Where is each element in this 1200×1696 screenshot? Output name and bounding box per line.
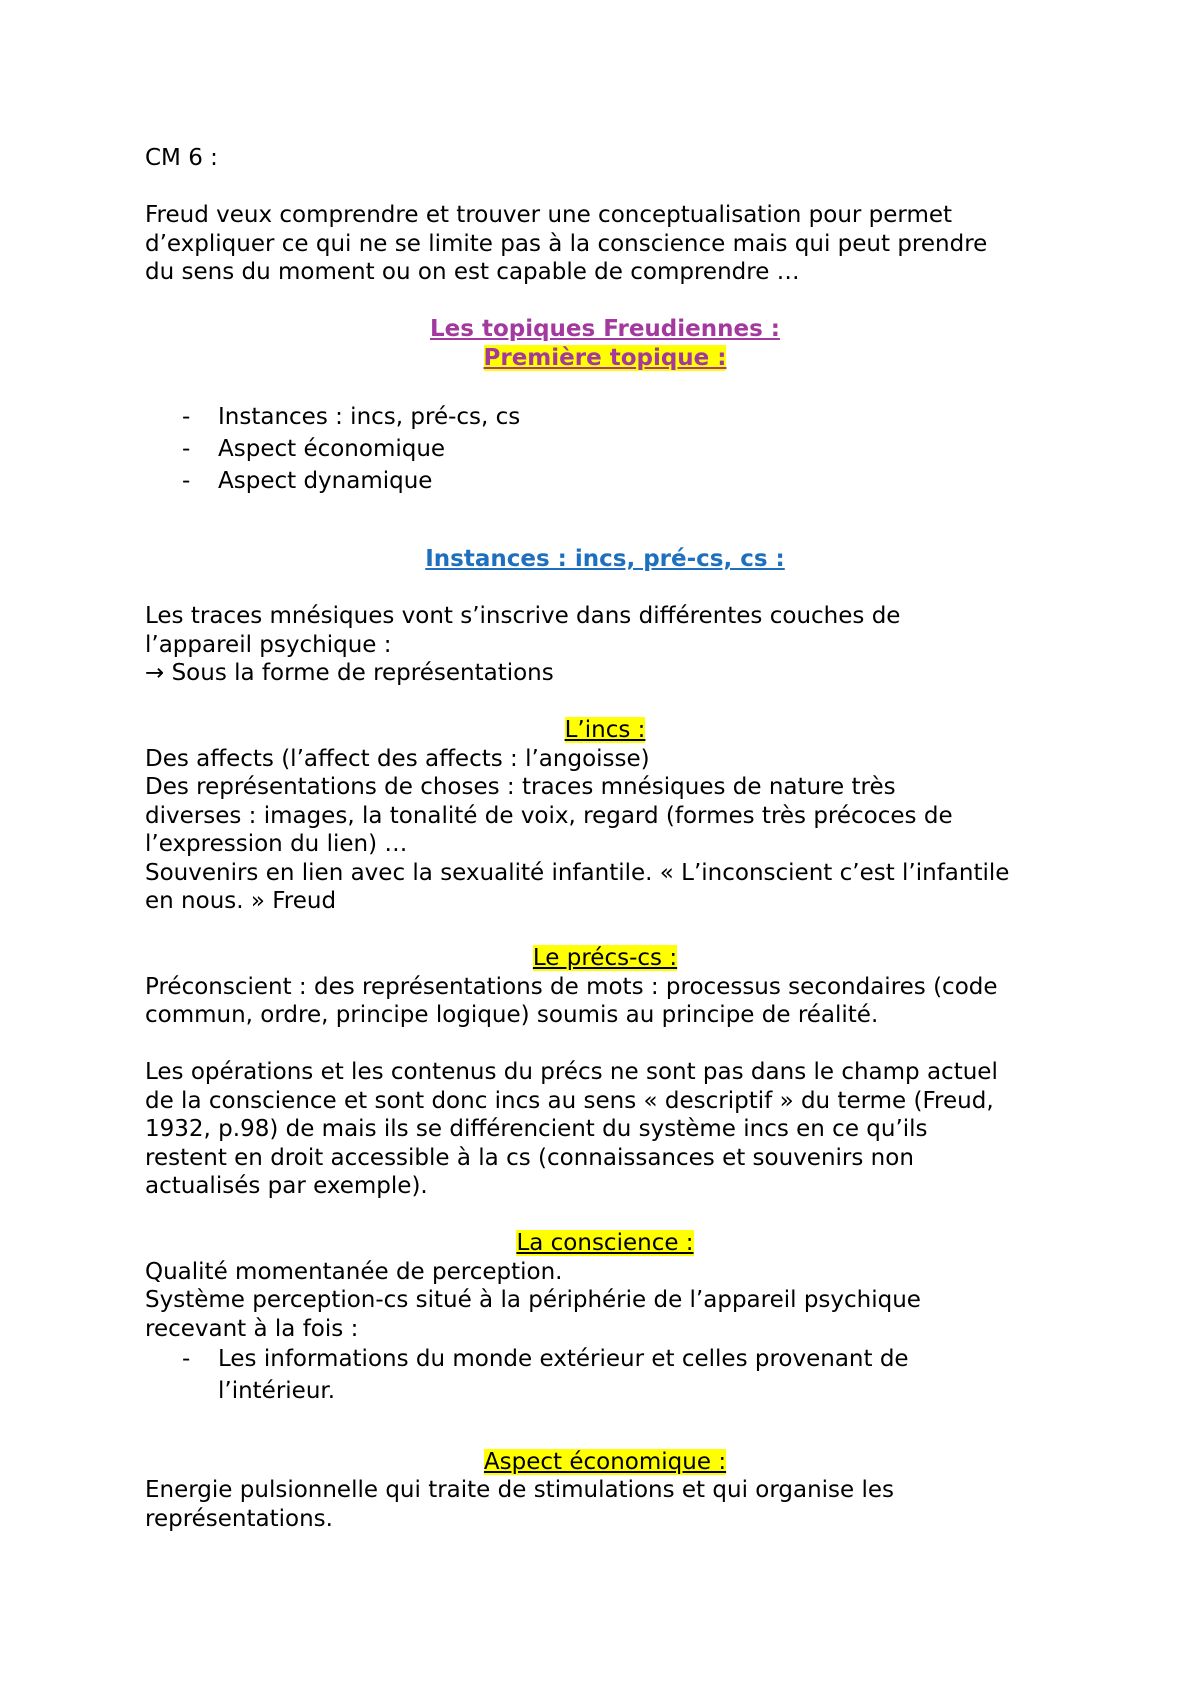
incs-line-6: en nous. » Freud [145, 888, 337, 914]
incs-line-2: Des représentations de choses : traces mnésiques de nature très [145, 774, 896, 800]
section-title-row [145, 315, 1065, 344]
precs2-line-4: restent en droit accessible à la cs (connaissances et souvenirs non [145, 1144, 914, 1171]
list-item-text: Aspect dynamique [218, 467, 433, 494]
instances-title: Instances : incs, pré-cs, cs : [425, 546, 785, 572]
list-item [145, 465, 1065, 497]
incs-title-row [145, 716, 1065, 745]
precs-line-2: commun, ordre, principe logique) soumis au principe de réalité. [145, 1002, 879, 1028]
precs2-line-3: 1932, p.98) de mais ils se différencient du système incs en ce qu’ils [145, 1116, 928, 1142]
conscience-list [145, 1343, 1065, 1407]
conscience-line-3: recevant à la fois : [145, 1315, 359, 1342]
incs-line-4: l’expression du lien) … [145, 831, 408, 857]
precs-title: Le précs-cs : [532, 945, 678, 971]
conscience-line-2: Système perception-cs situé à la périphérie de l’appareil psychique [145, 1287, 921, 1313]
section-subtitle-row [145, 344, 1065, 373]
incs-line-1: Des affects (l’affect des affects : l’angoisse) [145, 745, 650, 772]
dash-bullet: - [182, 403, 191, 430]
intro-line-3: du sens du moment ou on est capable de comprendre … [145, 259, 800, 285]
incs-line-5: Souvenirs en lien avec la sexualité infantile. « L’inconscient c’est l’infantile [145, 859, 1010, 886]
conscience-title-row [145, 1229, 1065, 1258]
list-item-text: Aspect économique [218, 435, 446, 462]
precs-line-1: Préconscient : des représentations de mots : processus secondaires (code [145, 973, 998, 1000]
conscience-title: La conscience : [516, 1230, 694, 1256]
list-item-text: Les informations du monde extérieur et celles provenant de [218, 1346, 909, 1372]
instances-title-row [145, 545, 1065, 574]
incs-line-3: diverses : images, la tonalité de voix, regard (formes très précoces de [145, 802, 953, 829]
intro-line-1: Freud veux comprendre et trouver une conceptualisation pour permet [145, 202, 953, 228]
instances-line-1: Les traces mnésiques vont s’inscrive dans différentes couches de [145, 603, 901, 629]
topics-list [145, 401, 1065, 497]
eco-title: Aspect économique : [483, 1448, 727, 1475]
dash-bullet: - [182, 467, 191, 494]
instances-line-2: l’appareil psychique : [145, 631, 392, 658]
section-title: Les topiques Freudiennes : [430, 316, 780, 342]
precs2-line-1: Les opérations et les contenus du précs ne sont pas dans le champ actuel [145, 1059, 998, 1085]
doc-heading: CM 6 : [145, 145, 218, 171]
instances-line-3: → Sous la forme de représentations [145, 660, 554, 686]
list-item-text: Instances : incs, pré-cs, cs [218, 403, 521, 430]
intro-line-2: d’expliquer ce qui ne se limite pas à la conscience mais qui peut prendre [145, 230, 988, 257]
list-item [145, 401, 1065, 433]
list-item [145, 433, 1065, 465]
eco-line-2: représentations. [145, 1505, 333, 1532]
conscience-line-1: Qualité momentanée de perception. [145, 1258, 563, 1285]
precs-title-row [145, 944, 1065, 973]
list-item [145, 1343, 1065, 1407]
section-subtitle: Première topique : [483, 344, 727, 371]
incs-title: L’incs : [564, 717, 646, 743]
document-page [145, 144, 1065, 1533]
dash-bullet: - [182, 1346, 191, 1372]
precs2-line-5: actualisés par exemple). [145, 1173, 428, 1199]
list-item-text-cont: l’intérieur. [218, 1378, 336, 1404]
precs2-line-2: de la conscience et sont donc incs au sens « descriptif » du terme (Freud, [145, 1087, 994, 1114]
dash-bullet: - [182, 435, 191, 462]
eco-line-1: Energie pulsionnelle qui traite de stimulations et qui organise les [145, 1477, 895, 1503]
eco-title-row [145, 1448, 1065, 1477]
